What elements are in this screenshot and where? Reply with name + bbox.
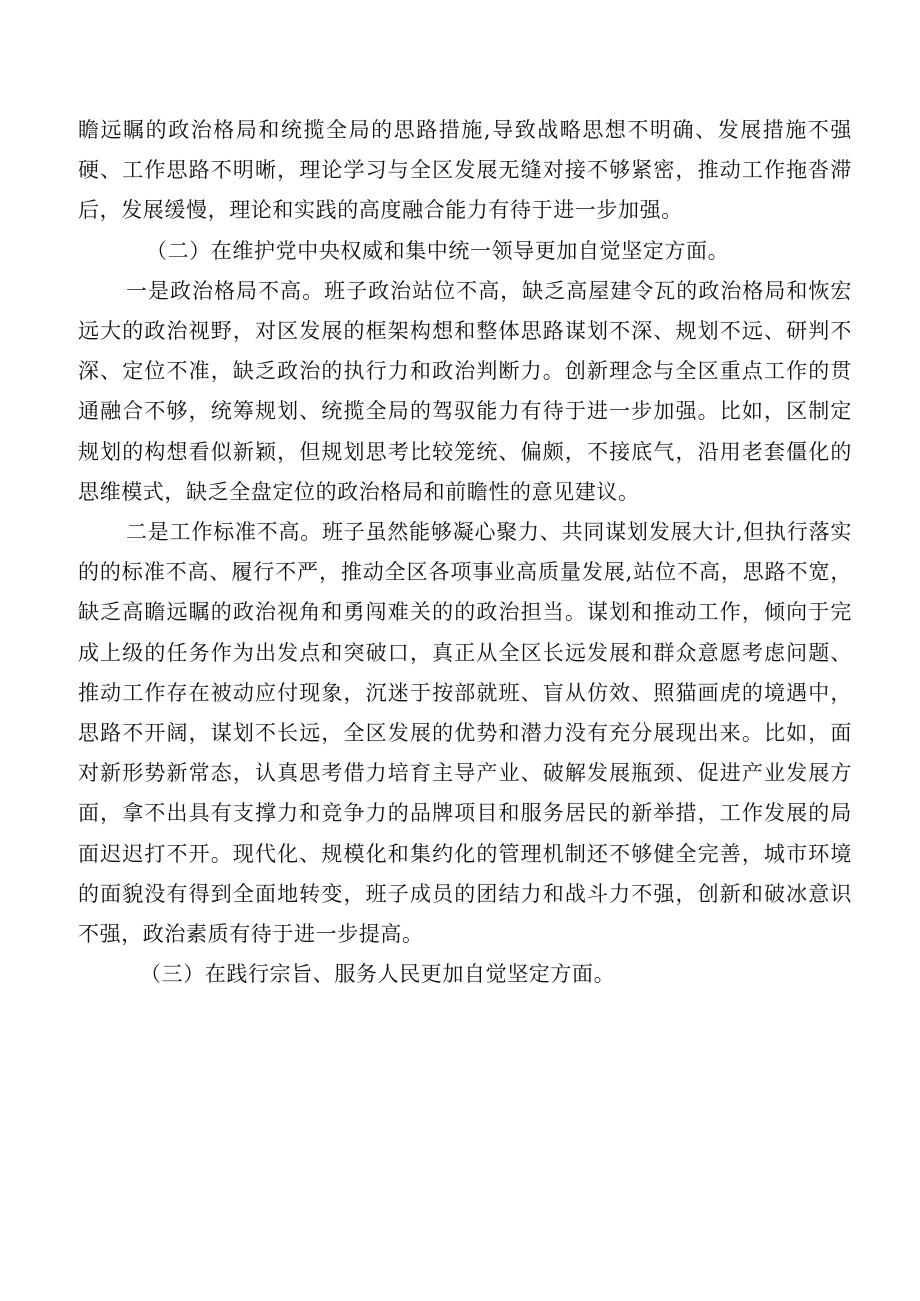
section-heading-2: （二）在维护党中央权威和集中统一领导更加自觉坚定方面。 <box>146 238 730 263</box>
paragraph-political-pattern: 一是政治格局不高。班子政治站位不高，缺乏高屋建令瓦的政治格局和恢宏远大的政治视野，对区发展的框架构想和整体思路谋划不深、规划不远、研判不深、定位不准，缺乏政治的执行力和政治判断力。创新理念与全区重点工作的贯通融合不够，统筹规划、统揽全局的驾驭能力有待于进一步加强。比如，区制定规划的构想看似新颖，但规划思考比较笼统、偏颇，不接底气，沿用老套僵化的思维模式，缺乏全盘定位的政治格局和前瞻性的意见建议。 <box>78 278 852 504</box>
document-body <box>78 110 852 994</box>
paragraph-work-standard: 二是工作标准不高。班子虽然能够凝心聚力、共同谋划发展大计,但执行落实的的标准不高、履行不严，推动全区各项事业高质量发展,站位不高，思路不宽，缺乏高瞻远瞩的政治视角和勇闯难关的的政治担当。谋划和推动工作，倾向于完成上级的任务作为出发点和突破口，真正从全区长远发展和群众意愿考虑问题、推动工作存在被动应付现象，沉迷于按部就班、盲从仿效、照猫画虎的境遇中，思路不开阔，谋划不长远，全区发展的优势和潜力没有充分展现出来。比如，面对新形势新常态，认真思考借力培育主导产业、破解发展瓶颈、促进产业发展方面，拿不出具有支撑力和竞争力的品牌项目和服务居民的新举措，工作发展的局面迟迟打不开。现代化、规模化和集约化的管理机制还不够健全完善，城市环境的面貌没有得到全面地转变，班子成员的团结力和战斗力不强，创新和破冰意识不强，政治素质有待于进一步提高。 <box>78 520 852 947</box>
paragraph-continuation: 瞻远瞩的政治格局和统揽全局的思路措施,导致战略思想不明确、发展措施不强硬、工作思路不明晰，理论学习与全区发展无缝对接不够紧密，推动工作拖沓滞后，发展缓慢，理论和实践的高度融合能力有待于进一步加强。 <box>78 118 852 223</box>
section-heading-3: （三）在践行宗旨、服务人民更加自觉坚定方面。 <box>140 962 616 987</box>
